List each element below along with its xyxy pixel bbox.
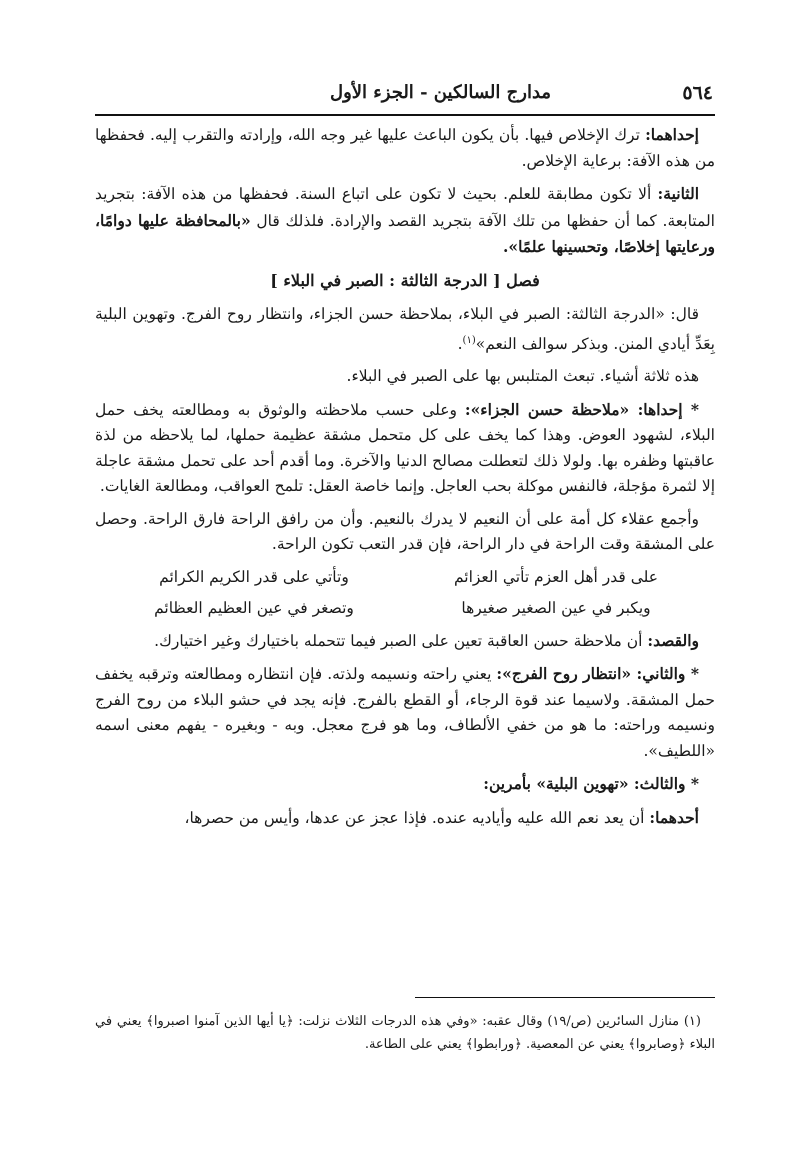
paragraph-10-lead: أحدهما: xyxy=(649,807,699,827)
verse-1-hemistich-right: على قدر أهل العزم تأتي العزائم xyxy=(453,567,659,586)
paragraph-7-text: أن ملاحظة حسن العاقبة تعين على الصبر فيما تتحمله باختيارك وغير اختيارك. xyxy=(154,631,648,650)
paragraph-10-text: أن يعد نعم الله عليه وأياديه عنده. فإذا عجز عن عدها، وأيس من حصرها، xyxy=(184,808,650,827)
paragraph-8-lead: * والثاني: «انتظار روح الفرج»: xyxy=(496,664,699,684)
verse-1-hemistich-left: وتأتي على قدر الكريم الكرائم xyxy=(159,567,349,586)
paragraph-3 xyxy=(95,302,715,357)
verse-2-hemistich-right: ويكبر في عين الصغير صغيرها xyxy=(461,599,651,618)
paragraph-1-lead: إحداهما: xyxy=(645,125,699,144)
paragraph-2-quote: «بالمحافظة عليها دوامًا، ورعايتها إخلاصًا، وتحسينها علمًا». xyxy=(95,210,715,256)
paragraph-5 xyxy=(95,397,715,500)
footnote-rule xyxy=(415,997,715,998)
paragraph-1 xyxy=(95,122,715,174)
paragraph-6 xyxy=(95,507,715,558)
paragraph-5-text: وعلى حسب ملاحظته والوثوق به ومطالعته يخف حمل البلاء، لشهود العوض. وهذا كما يخف على كل متحمل مشقة عظيمة حملها، لما يلاحظه من لذة عاقبتها وظفره بها. ولولا ذلك لتعطلت مصالح الدنيا والآخرة. وما أقدم أحد على تحمل مشقة عاجلة إلا لثمرة مؤجلة، فالنفس موكلة بحب العاجل. وإنما خاصة العقل: تلمح العواقب، ومطالعة الغايات. xyxy=(95,400,715,496)
header-rule xyxy=(95,114,715,116)
paragraph-1-text: ترك الإخلاص فيها. بأن يكون الباعث عليها غير وجه الله، وإرادته والتقرب إليه. فحفظها من هذه الآفة: برعاية الإخلاص. xyxy=(95,126,715,170)
paragraph-2-lead: الثانية: xyxy=(657,184,699,203)
paragraph-3-text: قال: «الدرجة الثالثة: الصبر في البلاء، بملاحظة حسن الجزاء، وانتظار روح الفرج. وتهوين البلية بِعَدِّ أيادي المنن. وبذكر سوالف النعم» xyxy=(95,305,715,353)
paragraph-7 xyxy=(95,628,715,655)
paragraph-4-text: هذه ثلاثة أشياء. تبعث المتلبس بها على الصبر في البلاء. xyxy=(346,367,699,386)
paragraph-4 xyxy=(95,364,715,390)
footnote-text: (١) منازل السائرين (ص/١٩) وقال عقبه: «وفي هذه الدرجات الثلاث نزلت: ﴿يا أيها الذين آمنوا اصبروا﴾ يعني في البلاء ﴿وصابروا﴾ يعني عن المعصية. ﴿ورابطوا﴾ يعني على الطاعة. xyxy=(95,1014,715,1052)
verse-2-hemistich-left: وتصغر في عين العظيم العظائم xyxy=(154,599,354,618)
paragraph-7-lead: والقصد: xyxy=(647,630,699,650)
page-number: ٥٦٤ xyxy=(682,82,713,104)
page-header xyxy=(95,82,715,110)
paragraph-2 xyxy=(95,181,715,261)
paragraph-8 xyxy=(95,661,715,764)
verse-line-1 xyxy=(95,565,715,591)
paragraph-5-lead: * إحداها: «ملاحظة حسن الجزاء»: xyxy=(464,399,699,419)
main-text xyxy=(95,122,715,838)
paragraph-10 xyxy=(95,805,715,832)
verse-line-2 xyxy=(95,596,715,622)
section-heading: فصل [ الدرجة الثالثة : الصبر في البلاء ] xyxy=(270,270,540,290)
footnote-ref: (١) xyxy=(462,334,476,346)
paragraph-8-text: يعني راحته ونسيمه ولذته. فإن انتظاره ومطالعته وترقبه يخفف حمل المشقة. ولاسيما عند قوة الرجاء، أو القطع بالفرج. فإنه يجد في حشو البلاء من روح الفرج ونسيمه وراحته: ما هو من خفي الألطاف، وما هو فرج معجل. وبه - وبغيره - يفهم معنى اسمه «اللطيف». xyxy=(95,665,715,760)
paragraph-9-lead: * والثالث: «تهوين البلية» بأمرين: xyxy=(483,774,699,794)
paragraph-9 xyxy=(95,771,715,798)
paragraph-2-text: ألا تكون مطابقة للعلم. بحيث لا تكون على اتباع السنة. فحفظها من هذه الآفة: بتجريد المتابعة. كما أن حفظها من تلك الآفة بتجريد القصد والإرادة. فلذلك قال xyxy=(95,185,715,230)
paragraph-6-text: وأجمع عقلاء كل أمة على أن النعيم لا يدرك بالنعيم. وأن من رافق الراحة فارق الراحة. وحصل على المشقة وقت الراحة في دار الراحة، فإن قدر التعب تكون الراحة. xyxy=(95,509,715,554)
paragraph-3-end: . xyxy=(457,334,463,353)
footnote xyxy=(95,1010,715,1056)
running-title: مدارج السالكين - الجزء الأول xyxy=(330,82,552,103)
